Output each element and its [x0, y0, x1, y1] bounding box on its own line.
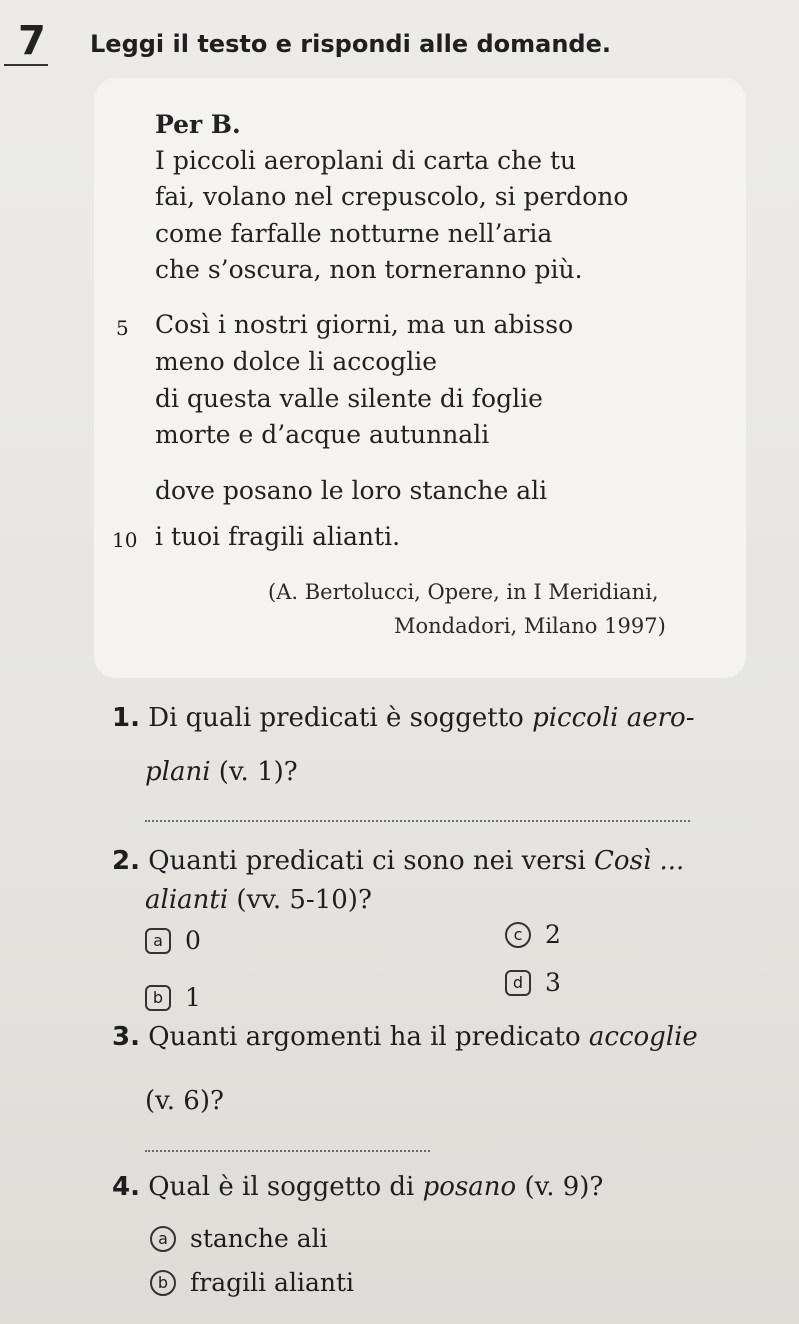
option-text: 3	[545, 968, 561, 997]
option-text: 1	[185, 983, 201, 1012]
question-1-text: Di quali predicati è soggetto	[148, 703, 524, 733]
question-2	[112, 846, 684, 876]
question-1-number: 1.	[112, 703, 140, 733]
poem-line-5: Così i nostri giorni, ma un abisso	[155, 310, 574, 339]
question-3-text: Quanti argomenti ha il predicato	[148, 1022, 581, 1052]
exercise-number-underline	[4, 64, 48, 66]
question-2-continued	[145, 885, 372, 915]
question-4	[112, 1172, 603, 1202]
option-letter-badge: b	[145, 985, 171, 1011]
question-1-verse-ref: (v. 1)?	[218, 757, 298, 787]
verse-number-10: 10	[112, 528, 138, 552]
option-text: 0	[185, 926, 201, 955]
poem-line-2: fai, volano nel crepuscolo, si perdono	[155, 182, 629, 211]
exercise-number: 7	[18, 18, 46, 64]
poem-line-10: i tuoi fragili alianti.	[155, 522, 401, 551]
question-1	[112, 703, 694, 733]
question-4-option-a[interactable]	[150, 1224, 328, 1253]
poem-line-3: come farfalle notturne nell’aria	[155, 219, 553, 248]
poem-line-7: di questa valle silente di foglie	[155, 384, 543, 413]
question-3	[112, 1022, 698, 1052]
question-2-italic-term: Così ...	[594, 846, 685, 876]
question-2-number: 2.	[112, 846, 140, 876]
question-2-verse-ref: (vv. 5-10)?	[236, 885, 372, 915]
question-4-italic-term: posano	[422, 1172, 517, 1202]
question-2-text: Quanti predicati ci sono nei versi	[148, 846, 586, 876]
exercise-instruction: Leggi il testo e rispondi alle domande.	[90, 30, 611, 58]
option-text: stanche ali	[190, 1224, 328, 1253]
verse-number-5: 5	[116, 316, 129, 340]
question-1-italic-term: piccoli aero-	[532, 703, 695, 733]
poem-line-4: che s’oscura, non torneranno più.	[155, 255, 583, 284]
question-3-verse-ref: (v. 6)?	[145, 1086, 224, 1116]
option-text: fragili alianti	[190, 1268, 354, 1297]
option-text: 2	[545, 920, 561, 949]
question-1-answer-line[interactable]	[145, 820, 690, 822]
question-2-italic-term-end: alianti	[145, 885, 229, 915]
poem-title: Per B.	[155, 110, 241, 139]
option-letter-badge: a	[150, 1226, 176, 1252]
question-2-option-c[interactable]	[505, 920, 561, 949]
question-4-option-b[interactable]	[150, 1268, 354, 1297]
question-2-option-a[interactable]	[145, 926, 201, 955]
option-letter-badge: d	[505, 970, 531, 996]
poem-line-6: meno dolce li accoglie	[155, 347, 438, 376]
question-1-continued	[145, 757, 298, 787]
question-3-italic-term: accoglie	[588, 1022, 698, 1052]
question-2-option-b[interactable]	[145, 983, 201, 1012]
option-letter-badge: a	[145, 928, 171, 954]
option-letter-badge: c	[505, 922, 531, 948]
question-4-number: 4.	[112, 1172, 140, 1202]
poem-source-line-2: Mondadori, Milano 1997)	[394, 614, 666, 638]
poem-line-8: morte e d’acque autunnali	[155, 420, 490, 449]
question-1-italic-term-end: plani	[145, 757, 211, 787]
question-3-answer-line[interactable]	[145, 1150, 430, 1152]
option-letter-badge: b	[150, 1270, 176, 1296]
poem-line-9: dove posano le loro stanche ali	[155, 476, 548, 505]
poem-line-1: I piccoli aeroplani di carta che tu	[155, 146, 577, 175]
question-4-verse-ref: (v. 9)?	[524, 1172, 604, 1202]
poem-source-line-1: (A. Bertolucci, Opere, in I Meridiani,	[268, 580, 659, 604]
question-3-number: 3.	[112, 1022, 140, 1052]
question-2-option-d[interactable]	[505, 968, 561, 997]
question-4-text: Qual è il soggetto di	[148, 1172, 415, 1202]
